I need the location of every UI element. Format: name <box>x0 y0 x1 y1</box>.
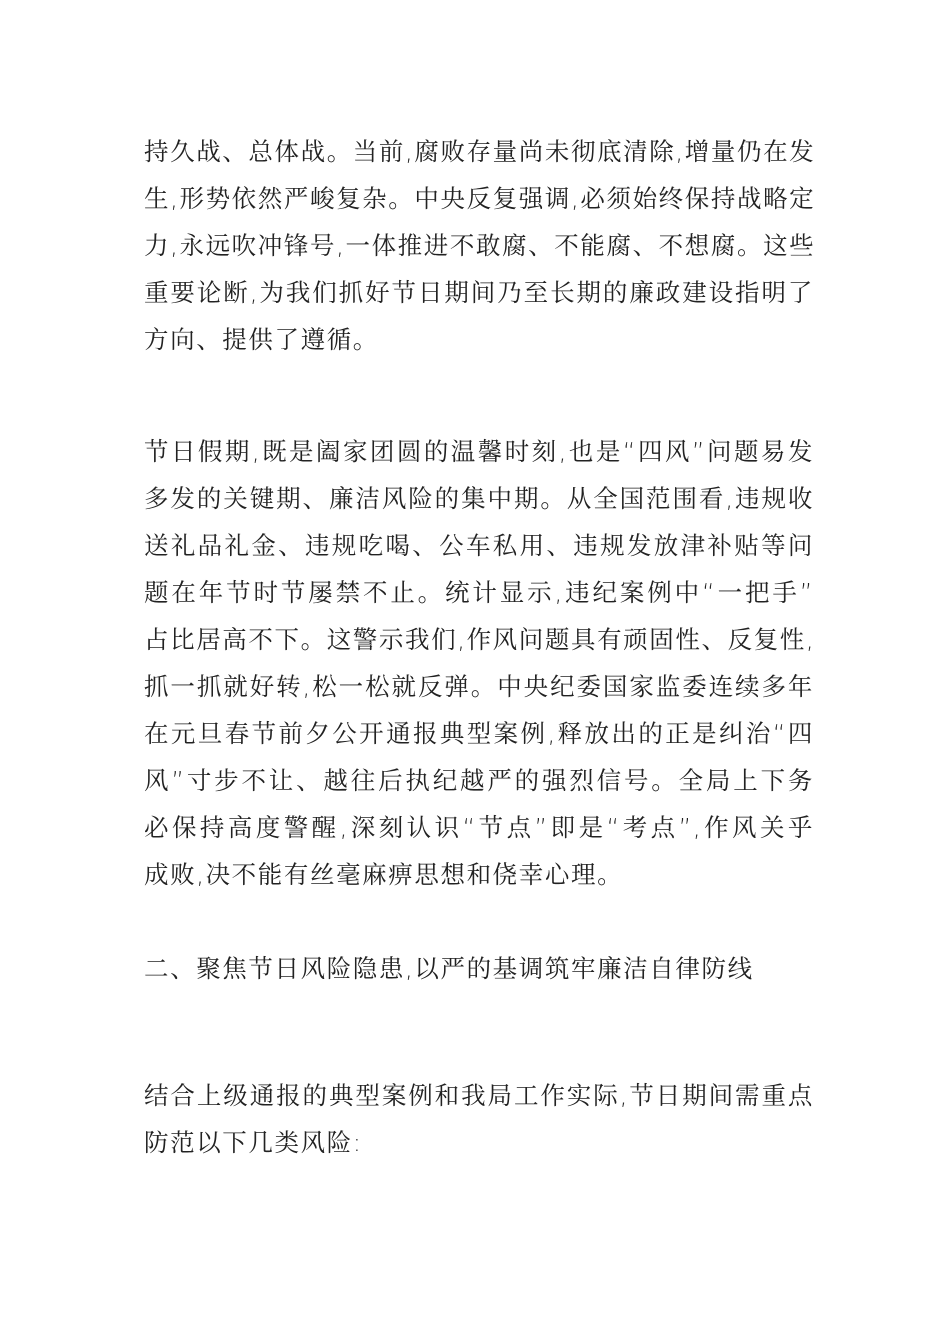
paragraph-2-line-4: 题在年节时节屡禁不止。统计显示,违纪案例中“一把手” <box>144 578 814 607</box>
paragraph-2-line-9: 必保持高度警醒,深刻认识“节点”即是“考点”,作风关乎 <box>144 813 814 842</box>
paragraph-2-line-8: 风”寸步不让、越往后执纪越严的强烈信号。全局上下务 <box>144 766 814 795</box>
paragraph-1-line-5: 方向、提供了遵循。 <box>144 325 379 354</box>
paragraph-2-line-5: 占比居高不下。这警示我们,作风问题具有顽固性、反复性, <box>144 625 816 654</box>
paragraph-1-line-3: 力,永远吹冲锋号,一体推进不敢腐、不能腐、不想腐。这些 <box>144 231 816 260</box>
paragraph-1-line-4: 重要论断,为我们抓好节日期间乃至长期的廉政建设指明了 <box>144 278 814 307</box>
paragraph-1-line-1: 持久战、总体战。当前,腐败存量尚未彻底清除,增量仍在发 <box>144 137 816 166</box>
paragraph-1-line-2: 生,形势依然严峻复杂。中央反复强调,必须始终保持战略定 <box>144 184 816 213</box>
paragraph-2-line-10: 成败,决不能有丝毫麻痹思想和侥幸心理。 <box>144 860 624 889</box>
paragraph-2-line-1: 节日假期,既是阖家团圆的温馨时刻,也是“四风”问题易发 <box>144 437 814 466</box>
paragraph-2-line-3: 送礼品礼金、违规吃喝、公车私用、违规发放津补贴等问 <box>144 531 814 560</box>
paragraph-2-line-2: 多发的关键期、廉洁风险的集中期。从全国范围看,违规收 <box>144 484 814 513</box>
section-heading: 二、聚焦节日风险隐患,以严的基调筑牢廉洁自律防线 <box>144 954 754 983</box>
paragraph-3-line-1: 结合上级通报的典型案例和我局工作实际,节日期间需重点 <box>144 1081 814 1110</box>
paragraph-3-line-2: 防范以下几类风险: <box>144 1128 363 1157</box>
paragraph-2-line-7: 在元旦春节前夕公开通报典型案例,释放出的正是纠治“四 <box>144 719 814 748</box>
paragraph-2-line-6: 抓一抓就好转,松一松就反弹。中央纪委国家监委连续多年 <box>144 672 814 701</box>
